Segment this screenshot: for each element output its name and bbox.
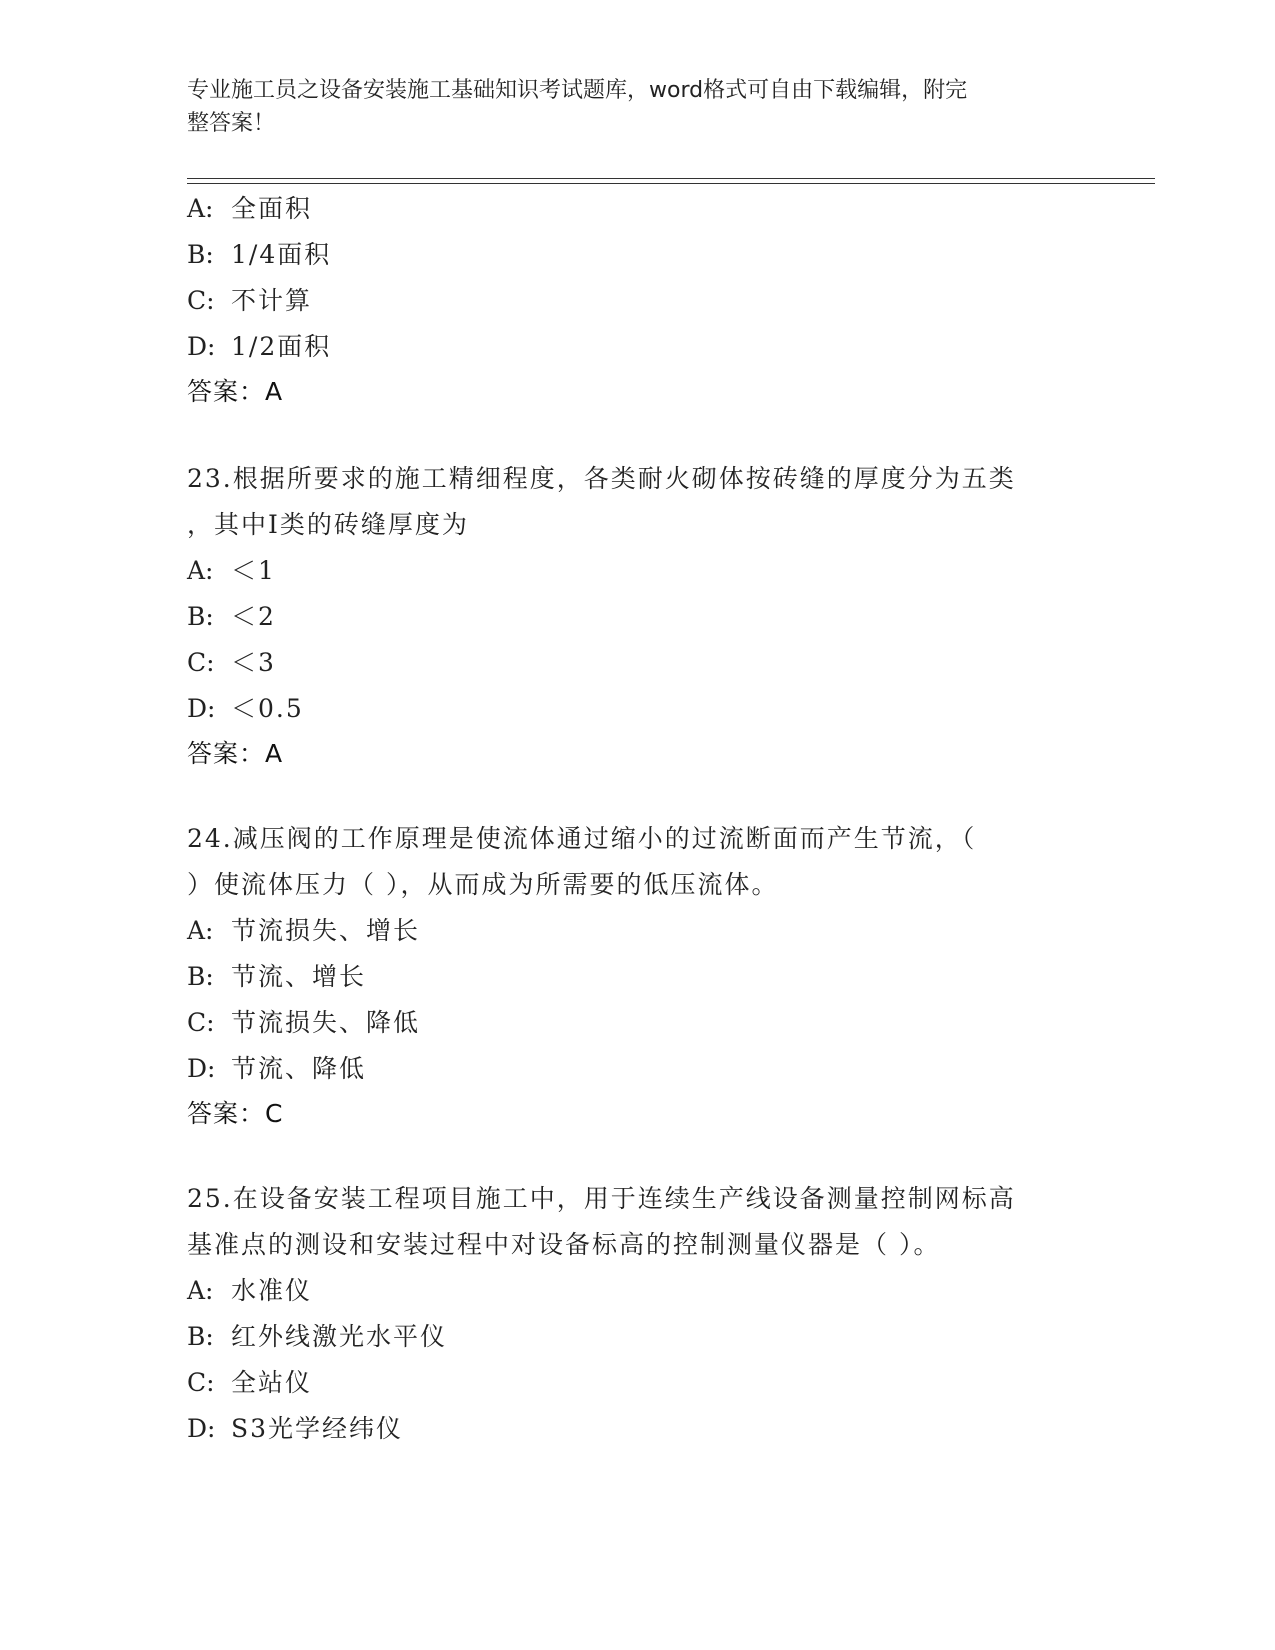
option-text: 节流损失、降低 bbox=[231, 1008, 421, 1037]
question-stem-line-1: 25.在设备安装工程项目施工中，用于连续生产线设备测量控制网标高 bbox=[187, 1184, 1016, 1213]
option-text: 全面积 bbox=[231, 194, 313, 223]
option-letter: A: bbox=[187, 194, 214, 223]
option-d bbox=[187, 1046, 1087, 1092]
option-c bbox=[187, 278, 1087, 324]
option-a bbox=[187, 908, 1087, 954]
question-stem-line-1: 24.减压阀的工作原理是使流体通过缩小的过流断面而产生节流，（ bbox=[187, 824, 977, 853]
option-text: 1/4面积 bbox=[231, 240, 332, 269]
option-letter: B: bbox=[187, 240, 214, 269]
option-text: 水准仪 bbox=[231, 1276, 313, 1305]
question-stem-line-1: 23.根据所要求的施工精细程度，各类耐火砌体按砖缝的厚度分为五类 bbox=[187, 464, 1016, 493]
option-text: 不计算 bbox=[231, 286, 313, 315]
option-b bbox=[187, 594, 1087, 640]
option-c bbox=[187, 1360, 1087, 1406]
option-letter: B: bbox=[187, 1322, 214, 1351]
option-letter: D: bbox=[187, 1414, 216, 1443]
option-text: 全站仪 bbox=[231, 1368, 313, 1397]
question-25-block bbox=[187, 1176, 1087, 1452]
answer-line: 答案：A bbox=[187, 377, 284, 406]
option-letter: A: bbox=[187, 556, 214, 585]
option-letter: D: bbox=[187, 694, 216, 723]
option-text: 红外线激光水平仪 bbox=[231, 1322, 448, 1351]
header-title-line-2: 整答案！ bbox=[187, 111, 276, 136]
option-b bbox=[187, 954, 1087, 1000]
question-24-block bbox=[187, 816, 1087, 1136]
answer-line: 答案：C bbox=[187, 1099, 284, 1128]
option-text: ＜0.5 bbox=[231, 694, 304, 723]
option-letter: B: bbox=[187, 962, 214, 991]
option-d bbox=[187, 1406, 1087, 1452]
option-a bbox=[187, 548, 1087, 594]
question-22-block bbox=[187, 186, 1087, 414]
option-text: 节流、增长 bbox=[231, 962, 367, 991]
option-a bbox=[187, 186, 1087, 232]
option-letter: B: bbox=[187, 602, 214, 631]
option-letter: C: bbox=[187, 648, 215, 677]
option-letter: C: bbox=[187, 1008, 215, 1037]
option-letter: A: bbox=[187, 916, 214, 945]
option-c bbox=[187, 640, 1087, 686]
question-stem-line-2: 基准点的测设和安装过程中对设备标高的控制测量仪器是（ ）。 bbox=[187, 1230, 941, 1259]
header-divider-bottom bbox=[187, 183, 1155, 184]
question-stem-line-2: ）使流体压力（ ），从而成为所需要的低压流体。 bbox=[187, 870, 779, 899]
option-text: ＜3 bbox=[231, 648, 276, 677]
option-text: S3光学经纬仪 bbox=[231, 1414, 404, 1443]
option-c bbox=[187, 1000, 1087, 1046]
option-b bbox=[187, 232, 1087, 278]
option-letter: C: bbox=[187, 286, 215, 315]
option-text: ＜1 bbox=[231, 556, 276, 585]
question-stem-line-2: ，其中Ⅰ类的砖缝厚度为 bbox=[187, 510, 469, 539]
option-text: ＜2 bbox=[231, 602, 276, 631]
option-letter: D: bbox=[187, 1054, 216, 1083]
option-letter: C: bbox=[187, 1368, 215, 1397]
header-title-line-1: 专业施工员之设备安装施工基础知识考试题库，word格式可自由下载编辑，附完 bbox=[187, 78, 968, 103]
option-text: 节流损失、增长 bbox=[231, 916, 421, 945]
option-text: 1/2面积 bbox=[231, 332, 332, 361]
header-divider-top bbox=[187, 178, 1155, 179]
option-d bbox=[187, 324, 1087, 370]
question-23-block bbox=[187, 456, 1087, 776]
option-b bbox=[187, 1314, 1087, 1360]
option-letter: A: bbox=[187, 1276, 214, 1305]
option-a bbox=[187, 1268, 1087, 1314]
document-header bbox=[187, 74, 1067, 140]
option-d bbox=[187, 686, 1087, 732]
option-letter: D: bbox=[187, 332, 216, 361]
answer-line: 答案：A bbox=[187, 739, 284, 768]
option-text: 节流、降低 bbox=[231, 1054, 367, 1083]
